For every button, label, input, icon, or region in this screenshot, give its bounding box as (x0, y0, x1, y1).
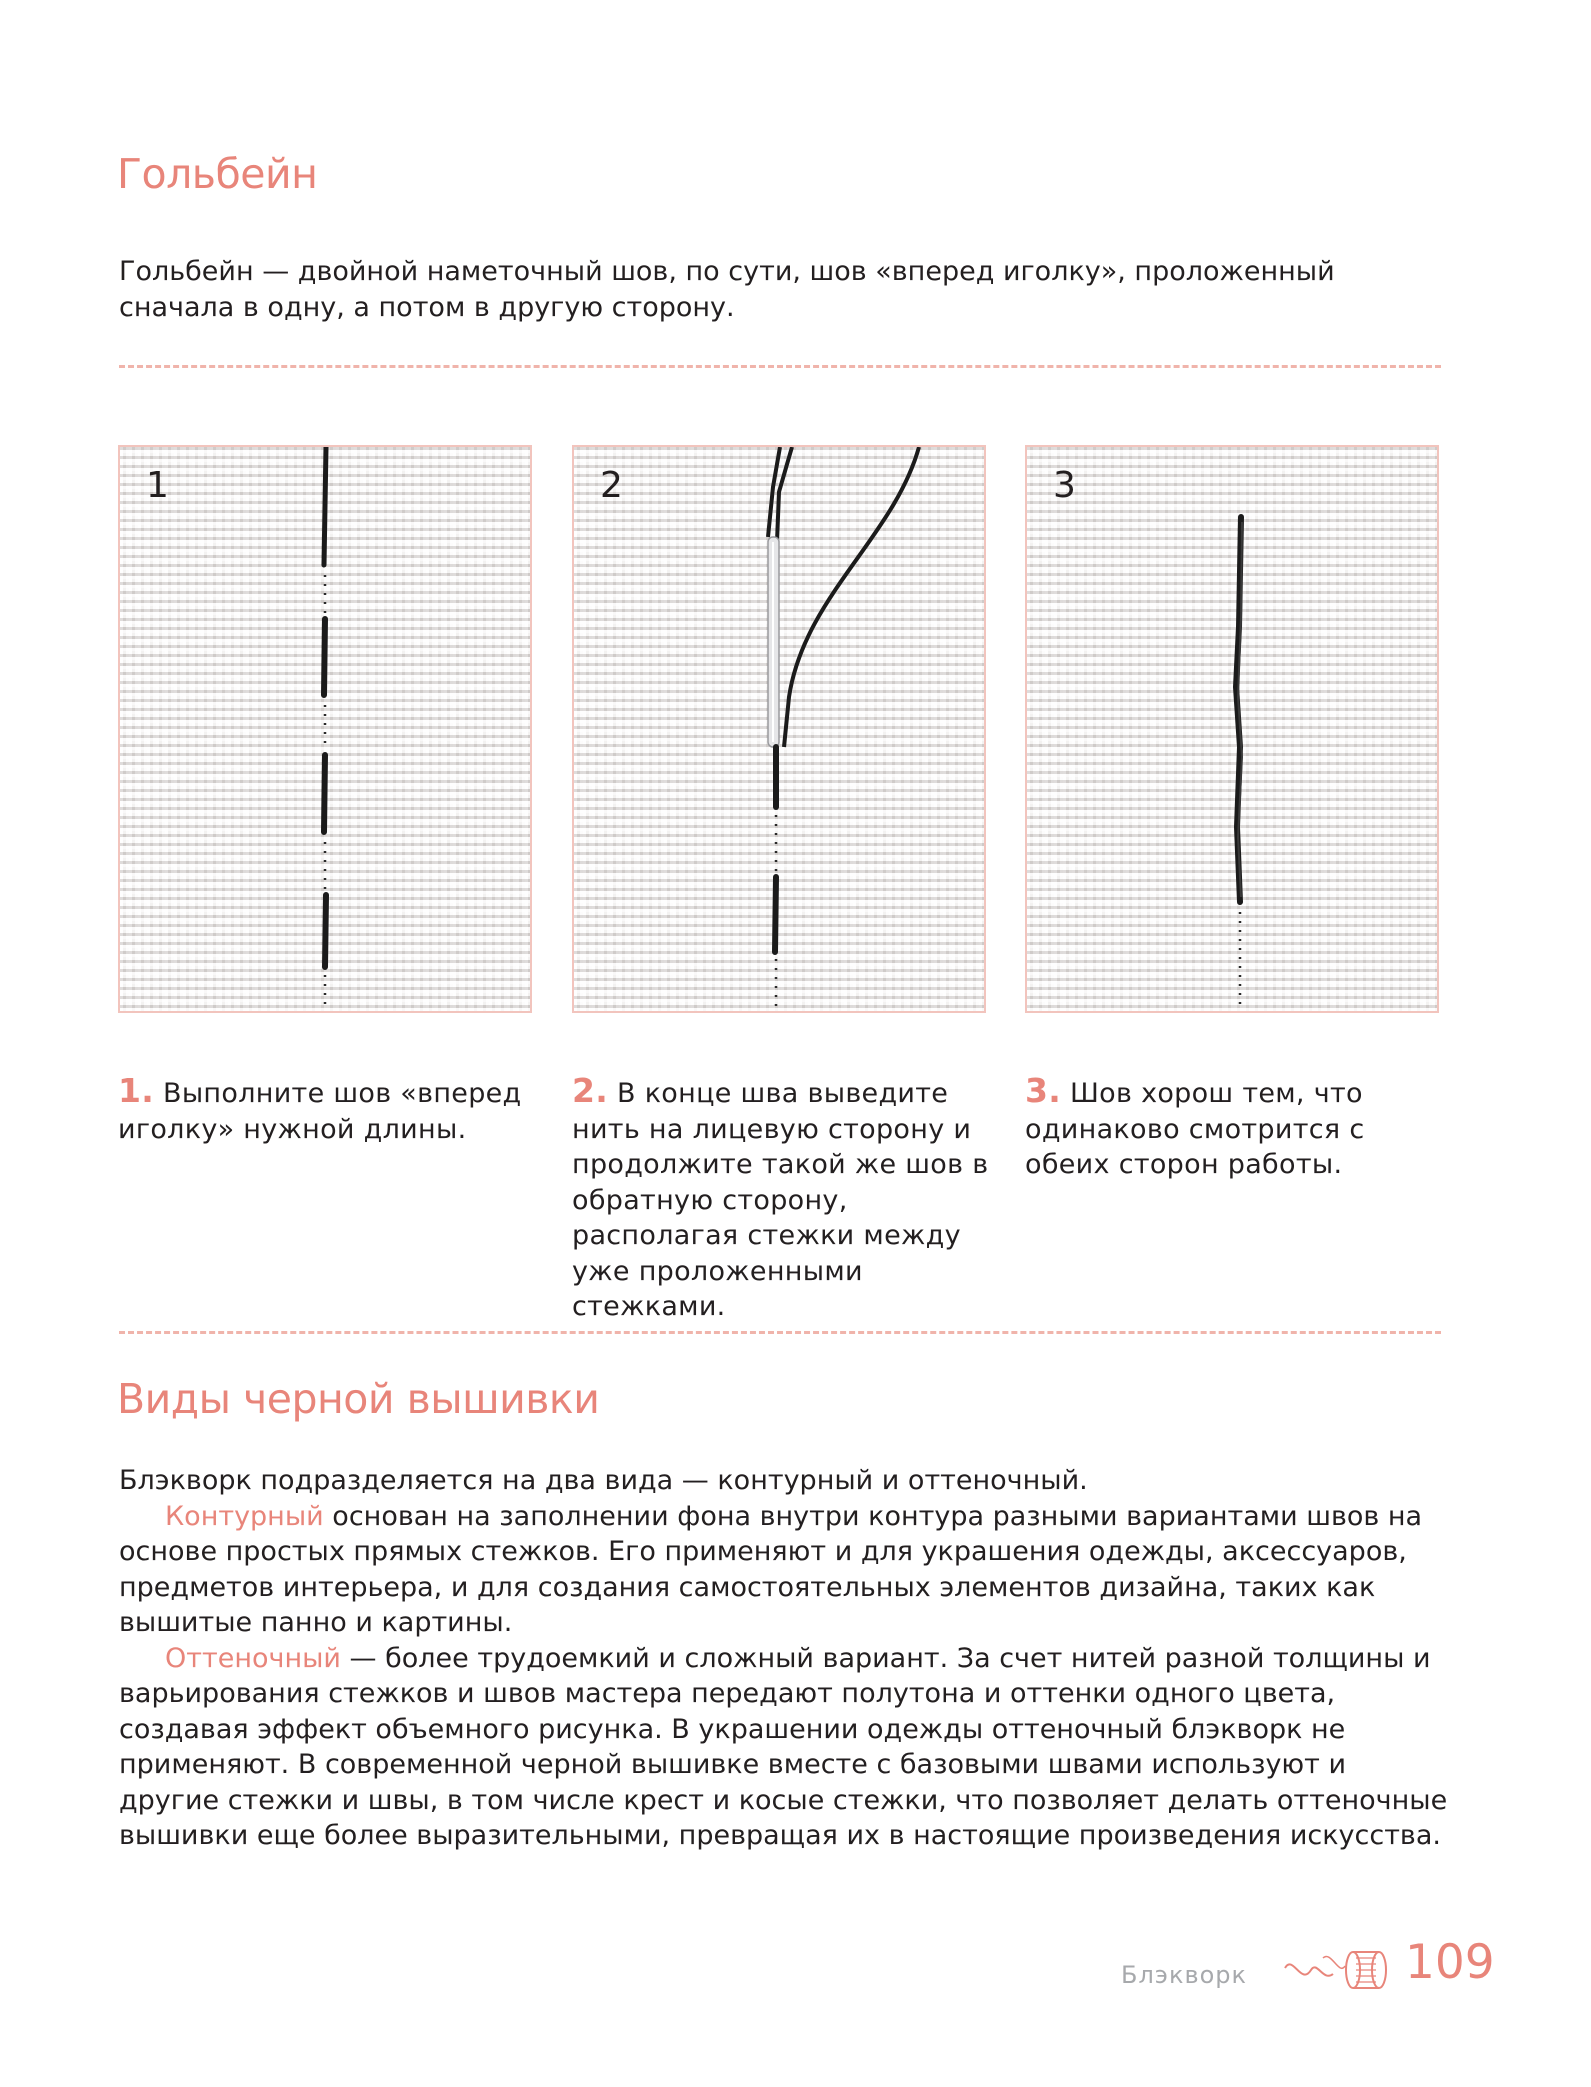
section-title-blackwork-types: Виды черной вышивки (117, 1375, 600, 1423)
thread-spool-icon (1283, 1946, 1393, 1996)
section-intro: Гольбейн — двойной наметочный шов, по сути, шов «вперед иголку», проложенный сначала в одну, а потом в другую сторону. (119, 256, 1335, 323)
paragraph-1: Блэкворк подразделяется на два вида — контурный и оттеночный. (119, 1465, 1088, 1496)
step-photo-3 (1025, 445, 1439, 1013)
step-number: 1. (118, 1071, 155, 1110)
stitch-illustration-1 (120, 447, 532, 1013)
step-number: 2. (572, 1071, 609, 1110)
term-contour: Контурный (165, 1500, 324, 1532)
step-text: Выполните шов «вперед иголку» нужной длины. (118, 1078, 522, 1145)
step-photo-1 (118, 445, 532, 1013)
term-shaded: Оттеночный (165, 1642, 341, 1674)
page-number: 109 (1405, 1935, 1495, 1990)
step-caption-1 (118, 1073, 538, 1147)
paragraph-3-text: — более трудоемкий и сложный вариант. За счет нитей разной толщины и варьирования стежков и швов мастера передают полутона и оттенки одного цвета, создавая эффект объемного рисунка. В украшении одежды оттеночный блэкворк не применяют. В современной черной вышивке вместе с базовыми швами используют и другие стежки и швы, в том числе крест и косые стежки, что позволяет делать оттеночные вышивки еще более выразительными, превращая их в настоящие произведения искусства. (119, 1642, 1448, 1851)
photo-number: 2 (600, 465, 623, 506)
photo-number: 3 (1053, 465, 1076, 506)
step-photo-2 (572, 445, 986, 1013)
step-caption-3 (1025, 1073, 1445, 1183)
stitch-illustration-2 (574, 447, 986, 1013)
stitch-illustration-3 (1027, 447, 1439, 1013)
photo-number: 1 (146, 465, 169, 506)
step-caption-2 (572, 1073, 992, 1325)
step-text: В конце шва выведите нить на лицевую сторону и продолжите такой же шов в обратную сторону, располагая стежки между уже проложенными стежками. (572, 1078, 989, 1322)
paragraph-2 (119, 1499, 1449, 1641)
paragraph-2-text: основан на заполнении фона внутри контура разными вариантами швов на основе простых прямых стежков. Его применяют и для украшения одежды, аксессуаров, предметов интерьера, и для создания самостоятельных элементов дизайна, таких как вышитые панно и картины. (119, 1500, 1423, 1638)
step-text: Шов хорош тем, что одинаково смотрится с обеих сторон работы. (1025, 1078, 1365, 1180)
dashed-divider-top (119, 365, 1441, 368)
section-title-holbein: Гольбейн (117, 150, 318, 198)
paragraph-3 (119, 1641, 1449, 1854)
section-body (119, 1463, 1449, 1854)
dashed-divider-bottom (119, 1331, 1441, 1334)
footer-chapter-label: Блэкворк (1121, 1961, 1248, 1989)
step-number: 3. (1025, 1071, 1062, 1110)
